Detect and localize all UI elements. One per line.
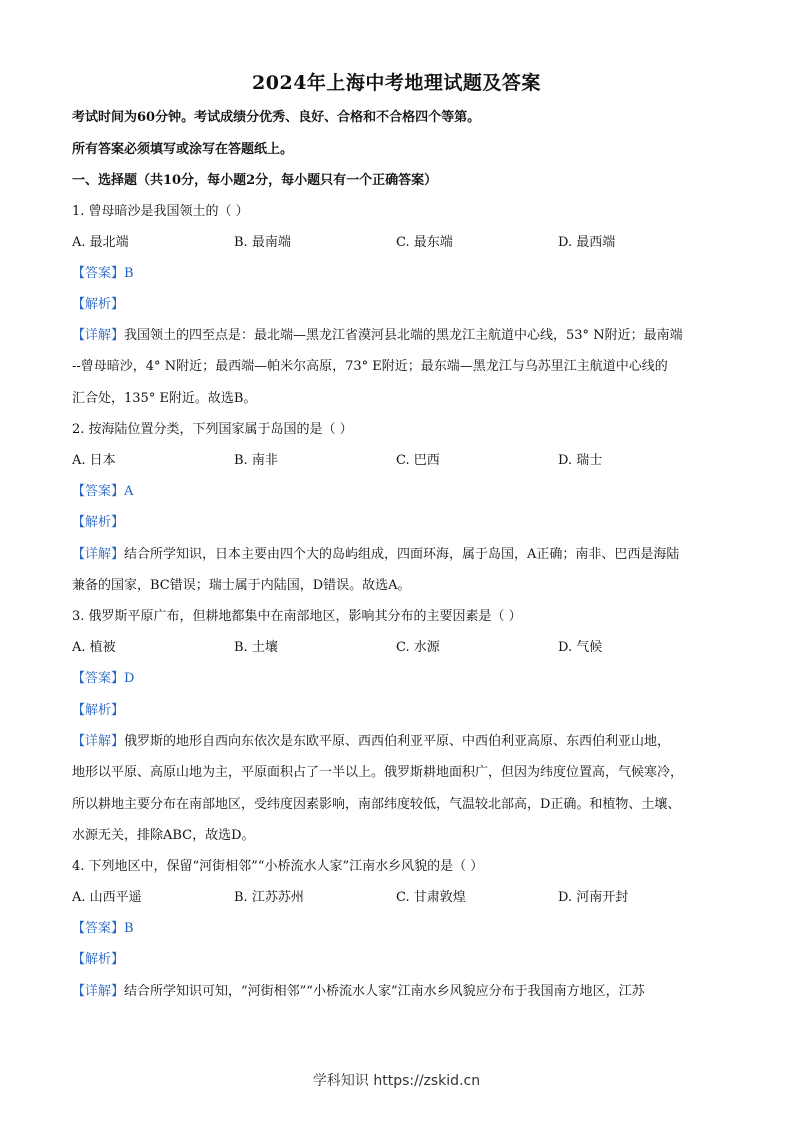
option-c: C. 水源 <box>396 640 440 655</box>
question-1-analysis-label: 【解析】 <box>72 297 125 312</box>
question-3-options <box>72 638 722 658</box>
question-3-detail-line: 地形以平原、高原山地为主，平原面积占了一半以上。俄罗斯耕地面积广，但因为纬度位置高，气候寒冷， <box>72 765 684 780</box>
answer-label: 【答案】B <box>72 266 134 281</box>
option-a: A. 植被 <box>72 640 116 655</box>
option-a: A. 最北端 <box>72 235 129 250</box>
question-2-analysis-label: 【解析】 <box>72 515 125 530</box>
option-b: B. 最南端 <box>234 235 291 250</box>
option-d: D. 气候 <box>558 640 603 655</box>
question-4-detail-line: 【详解】结合所学知识可知，“河街相邻”“小桥流水人家”江南水乡风貌应分布于我国南方地区，江苏 <box>72 984 645 999</box>
question-3-answer: 【答案】D <box>72 671 135 686</box>
question-4-options <box>72 888 722 908</box>
question-2-detail-line: 兼备的国家，BC错误；瑞士属于内陆国，D错误。故选A。 <box>72 578 411 593</box>
option-c: C. 巴西 <box>396 453 440 468</box>
answer-sheet-note: 所有答案必须填写或涂写在答题纸上。 <box>72 142 294 157</box>
question-2-options <box>72 451 722 471</box>
section-heading: 一、选择题（共10分，每小题2分，每小题只有一个正确答案） <box>72 173 438 188</box>
page-footer: 学科知识 https://zskid.cn <box>312 1073 481 1089</box>
question-1-detail-line: 汇合处，135° E附近。故选B。 <box>72 391 257 406</box>
question-4-analysis-label: 【解析】 <box>72 952 125 967</box>
question-3-detail-line: 【详解】俄罗斯的地形自西向东依次是东欧平原、西西伯利亚平原、中西伯利亚高原、东西伯利亚山地， <box>72 734 671 749</box>
question-3-stem: 3. 俄罗斯平原广布，但耕地都集中在南部地区，影响其分布的主要因素是（ ） <box>72 609 522 624</box>
question-4-stem: 4. 下列地区中，保留“河街相邻”“小桥流水人家”江南水乡风貌的是（ ） <box>72 859 484 874</box>
option-d: D. 最西端 <box>558 235 616 250</box>
question-3-detail-line: 水源无关，排除ABC，故选D。 <box>72 828 255 843</box>
option-d: D. 河南开封 <box>558 890 629 905</box>
detail-label: 【详解】 <box>72 984 125 999</box>
question-1-answer <box>72 264 722 284</box>
exam-time-note: 考试时间为60分钟。考试成绩分优秀、良好、合格和不合格四个等第。 <box>72 110 481 125</box>
question-3-analysis-label: 【解析】 <box>72 703 125 718</box>
question-1-detail-line: --曾母暗沙，4° N附近；最西端—帕米尔高原，73° E附近；最东端—黑龙江与乌苏里江主航道中心线的 <box>72 359 668 374</box>
question-2-answer: 【答案】A <box>72 484 134 499</box>
option-b: B. 土壤 <box>234 640 278 655</box>
detail-label: 【详解】 <box>72 734 125 749</box>
question-4-answer: 【答案】B <box>72 921 134 936</box>
page-title: 2024年上海中考地理试题及答案 <box>252 72 541 94</box>
option-c: C. 甘肃敦煌 <box>396 890 466 905</box>
option-a: A. 山西平遥 <box>72 890 142 905</box>
question-2-stem: 2. 按海陆位置分类，下列国家属于岛国的是（ ） <box>72 422 353 437</box>
detail-label: 【详解】 <box>72 328 125 343</box>
question-1-options <box>72 233 722 253</box>
option-b: B. 江苏苏州 <box>234 890 304 905</box>
detail-label: 【详解】 <box>72 547 125 562</box>
option-c: C. 最东端 <box>396 235 453 250</box>
question-2-detail-line: 【详解】结合所学知识，日本主要由四个大的岛屿组成，四面环海，属于岛国，A正确；南非、巴西是海陆 <box>72 547 680 562</box>
option-b: B. 南非 <box>234 453 278 468</box>
question-1-stem: 1. 曾母暗沙是我国领土的（ ） <box>72 204 249 219</box>
option-d: D. 瑞士 <box>558 453 603 468</box>
question-1-detail-line: 【详解】我国领土的四至点是：最北端—黑龙江省漠河县北端的黑龙江主航道中心线，53° N附近；最南端 <box>72 328 683 343</box>
question-3-detail-line: 所以耕地主要分布在南部地区，受纬度因素影响，南部纬度较低，气温较北部高，D正确。和植物、土壤、 <box>72 797 681 812</box>
option-a: A. 日本 <box>72 453 116 468</box>
